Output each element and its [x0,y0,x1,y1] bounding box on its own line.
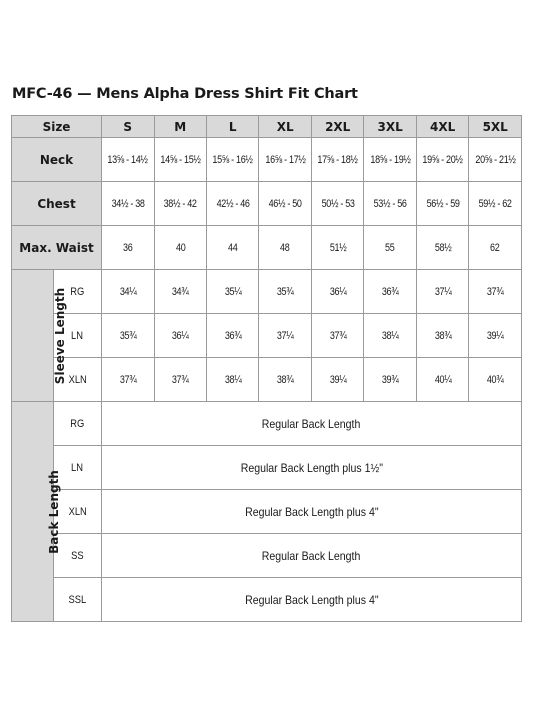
waist-value: 62 [469,226,522,270]
waist-value: 58½ [416,226,468,270]
sleeve-code: XLN [54,358,102,402]
sleeve-row-ln [12,314,522,358]
sleeve-value: 38¾ [416,314,468,358]
waist-value: 48 [259,226,311,270]
sleeve-value: 37¾ [102,358,154,402]
sleeve-value: 34¾ [154,270,206,314]
sleeve-value: 37¾ [311,314,363,358]
neck-value: 19⅝ - 20½ [416,138,468,182]
neck-value: 13⅝ - 14½ [102,138,154,182]
back-code: SS [54,534,102,578]
sleeve-length-label: Sleeve Length [12,270,54,402]
waist-value: 51½ [311,226,363,270]
neck-value: 15⅝ - 16½ [206,138,258,182]
back-value: Regular Back Length [102,534,522,578]
back-value: Regular Back Length plus 1½" [102,446,522,490]
waist-row [12,226,522,270]
sleeve-code: RG [54,270,102,314]
sleeve-value: 36¼ [311,270,363,314]
back-value: Regular Back Length plus 4" [102,490,522,534]
sleeve-value: 35¾ [102,314,154,358]
sleeve-value: 36¼ [154,314,206,358]
sleeve-value: 37¾ [154,358,206,402]
sleeve-value: 38¾ [259,358,311,402]
sleeve-value: 34¼ [102,270,154,314]
sleeve-value: 37¾ [469,270,522,314]
sleeve-row-xln [12,358,522,402]
back-row-xln [12,490,522,534]
sleeve-value: 35¾ [259,270,311,314]
back-length-label: Back Length [12,402,54,622]
waist-value: 36 [102,226,154,270]
size-header-5xl: 5XL [469,116,522,138]
back-code: RG [54,402,102,446]
waist-value: 55 [364,226,416,270]
sleeve-value: 39¾ [364,358,416,402]
neck-value: 20⅝ - 21½ [469,138,522,182]
chest-row [12,182,522,226]
chest-value: 38½ - 42 [154,182,206,226]
chest-label: Chest [12,182,102,226]
neck-value: 17⅝ - 18½ [311,138,363,182]
sleeve-value: 38¼ [206,358,258,402]
neck-value: 16⅝ - 17½ [259,138,311,182]
sleeve-value: 37¼ [259,314,311,358]
chest-value: 42½ - 46 [206,182,258,226]
back-row-rg [12,402,522,446]
neck-label: Neck [12,138,102,182]
sleeve-value: 38¼ [364,314,416,358]
size-header-3xl: 3XL [364,116,416,138]
size-header-2xl: 2XL [311,116,363,138]
back-value: Regular Back Length plus 4" [102,578,522,622]
waist-value: 40 [154,226,206,270]
sleeve-value: 36¾ [206,314,258,358]
size-header-xl: XL [259,116,311,138]
chest-value: 46½ - 50 [259,182,311,226]
waist-value: 44 [206,226,258,270]
neck-value: 18⅝ - 19½ [364,138,416,182]
chest-value: 53½ - 56 [364,182,416,226]
size-header-s: S [102,116,154,138]
size-header-label: Size [12,116,102,138]
size-header-m: M [154,116,206,138]
back-row-ssl [12,578,522,622]
sleeve-value: 36¾ [364,270,416,314]
back-code: SSL [54,578,102,622]
waist-label: Max. Waist [12,226,102,270]
size-header-l: L [206,116,258,138]
sleeve-value: 40¾ [469,358,522,402]
sleeve-value: 39¼ [469,314,522,358]
fit-chart-table [11,115,522,622]
chest-value: 56½ - 59 [416,182,468,226]
sleeve-value: 37¼ [416,270,468,314]
neck-row [12,138,522,182]
sleeve-value: 39¼ [311,358,363,402]
chest-value: 34½ - 38 [102,182,154,226]
page-title: MFC-46 — Mens Alpha Dress Shirt Fit Chart [12,86,358,102]
chest-value: 59½ - 62 [469,182,522,226]
back-row-ln [12,446,522,490]
sleeve-row-rg [12,270,522,314]
back-code: LN [54,446,102,490]
back-row-ss [12,534,522,578]
sleeve-value: 35¼ [206,270,258,314]
sleeve-code: LN [54,314,102,358]
back-value: Regular Back Length [102,402,522,446]
chest-value: 50½ - 53 [311,182,363,226]
size-header-4xl: 4XL [416,116,468,138]
sleeve-value: 40¼ [416,358,468,402]
size-header-row [12,116,522,138]
neck-value: 14⅝ - 15½ [154,138,206,182]
back-code: XLN [54,490,102,534]
